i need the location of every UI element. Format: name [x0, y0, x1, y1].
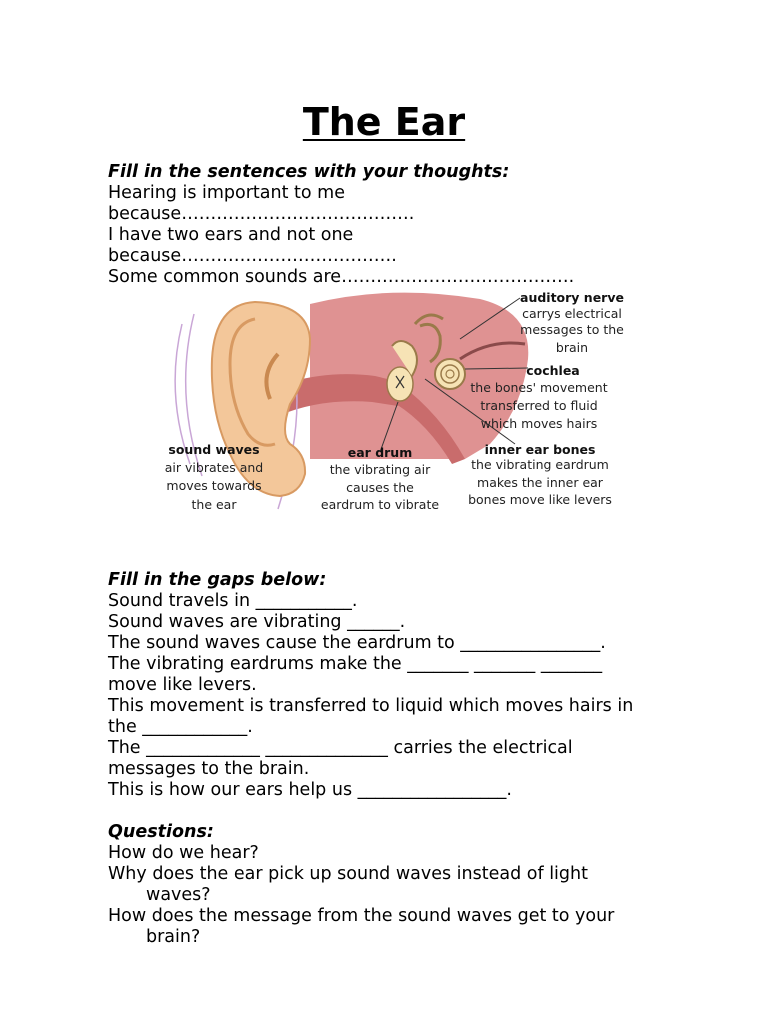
gaps-section: [108, 570, 668, 801]
gap-line: Sound travels in ___________.: [108, 591, 358, 611]
svg-text:the vibrating eardrum: the vibrating eardrum: [471, 457, 609, 472]
gap-line: Sound waves are vibrating ______.: [108, 612, 406, 632]
svg-text:moves towards: moves towards: [166, 478, 262, 493]
gaps-heading: Fill in the gaps below:: [108, 570, 327, 590]
gap-line: The _____________ ______________ carries the electrical: [108, 738, 573, 758]
question-line: Why does the ear pick up sound waves instead of light: [108, 864, 588, 884]
svg-text:brain: brain: [555, 340, 589, 355]
svg-text:causes the: causes the: [346, 480, 414, 495]
cochlea-shape: [435, 359, 465, 389]
questions-heading: Questions:: [108, 822, 214, 842]
svg-text:bones move like levers: bones move like levers: [468, 492, 612, 507]
svg-text:ear drum: ear drum: [347, 445, 413, 460]
eardrum-shape: [387, 367, 413, 401]
svg-text:transferred to fluid: transferred to fluid: [480, 398, 598, 413]
label-inner-ear-bones: [468, 442, 612, 507]
gap-line: move like levers.: [108, 675, 257, 695]
svg-text:the vibrating air: the vibrating air: [329, 462, 431, 477]
svg-text:inner ear bones: inner ear bones: [484, 442, 596, 457]
thoughts-line: because………………………………….: [108, 204, 415, 224]
gap-line: the ____________.: [108, 717, 253, 737]
svg-text:air vibrates and: air vibrates and: [164, 460, 264, 475]
title-text: The Ear: [302, 100, 466, 144]
question-line: How does the message from the sound waves get to your: [108, 906, 615, 926]
svg-text:the ear: the ear: [191, 497, 237, 512]
thoughts-line: Hearing is important to me: [108, 183, 345, 203]
svg-text:makes the inner ear: makes the inner ear: [477, 475, 603, 490]
gap-line: The vibrating eardrums make the _______ _______ _______: [108, 654, 603, 674]
gap-line: The sound waves cause the eardrum to ________________.: [108, 633, 606, 653]
question-line: How do we hear?: [108, 843, 259, 863]
thoughts-line: I have two ears and not one: [108, 225, 354, 245]
gap-line: messages to the brain.: [108, 759, 310, 779]
svg-text:eardrum to vibrate: eardrum to vibrate: [320, 497, 440, 512]
svg-text:which moves hairs: which moves hairs: [480, 416, 598, 431]
question-line: brain?: [146, 927, 201, 947]
label-auditory-nerve: [520, 290, 624, 355]
thoughts-line: Some common sounds are………………………………….: [108, 267, 575, 287]
page-title: [0, 100, 768, 144]
svg-text:cochlea: cochlea: [526, 363, 580, 378]
questions-section: [108, 822, 668, 948]
thoughts-section: [108, 162, 668, 288]
thoughts-line: because……………………………….: [108, 246, 397, 266]
ear-diagram: [160, 284, 640, 524]
svg-text:sound waves: sound waves: [168, 442, 260, 457]
thoughts-heading: Fill in the sentences with your thoughts:: [108, 162, 510, 182]
svg-text:carrys electrical: carrys electrical: [522, 306, 622, 321]
gap-line: This movement is transferred to liquid which moves hairs in: [108, 696, 634, 716]
svg-text:the bones' movement: the bones' movement: [470, 380, 608, 395]
svg-text:auditory nerve: auditory nerve: [520, 290, 624, 305]
gap-line: This is how our ears help us _________________.: [108, 780, 512, 800]
svg-text:messages to the: messages to the: [520, 322, 624, 337]
question-line: waves?: [146, 885, 211, 905]
